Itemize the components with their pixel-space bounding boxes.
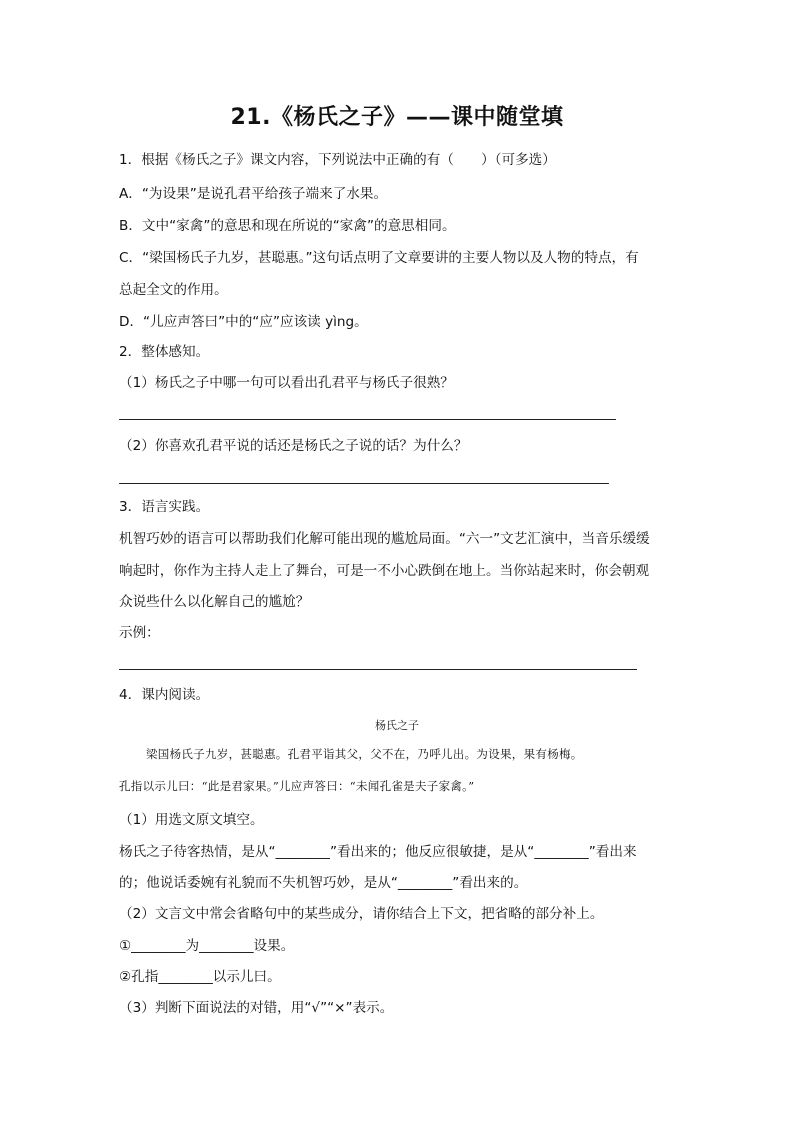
- question-2-sub-1: （1）杨氏之子中哪一句可以看出孔君平与杨氏子很熟？: [119, 375, 454, 391]
- example-label: 示例：: [119, 625, 160, 641]
- passage-line-1: 梁国杨氏子九岁，甚聪惠。孔君平诣其父，父不在，乃呼儿出。为设果，果有杨梅。: [146, 747, 583, 761]
- option-c-line-2: 总起全文的作用。: [119, 282, 228, 298]
- answer-line[interactable]: [119, 669, 637, 670]
- answer-line[interactable]: [119, 483, 609, 484]
- page-title: 21.《杨氏之子》——课中随堂填: [230, 105, 564, 130]
- question-3-stem: 3．语言实践。: [119, 499, 210, 515]
- option-a: A．“为设果”是说孔君平给孩子端来了水果。: [119, 186, 388, 202]
- passage-line-2: 孔指以示儿曰：“此是君家果。”儿应声答曰：“未闻孔雀是夫子家禽。”: [119, 779, 475, 793]
- fill-blank-line-2: 的；他说话委婉有礼貌而不失机智巧妙，是从“________”看出来的。: [119, 875, 528, 891]
- option-c-line-1: C．“梁国杨氏子九岁，甚聪惠。”这句话点明了文章要讲的主要人物以及人物的特点，有: [119, 250, 639, 266]
- omitted-part-blank-2: ②孔指________以示儿曰。: [119, 969, 281, 985]
- question-2-sub-2: （2）你喜欢孔君平说的话还是杨氏之子说的话？为什么？: [119, 438, 468, 454]
- omitted-part-blank-1: ①________为________设果。: [119, 938, 295, 954]
- question-3-prompt-line-2: 响起时，你作为主持人走上了舞台，可是一不小心跌倒在地上。当你站起来时，你会朝观: [119, 563, 650, 579]
- question-4-sub-1: （1）用选文原文填空。: [119, 812, 264, 828]
- answer-line[interactable]: [119, 419, 616, 420]
- question-4-sub-2: （2）文言文中常会省略句中的某些成分，请你结合上下文，把省略的部分补上。: [119, 906, 604, 922]
- question-3-prompt-line-3: 众说些什么以化解自己的尴尬？: [119, 594, 310, 610]
- question-3-prompt-line-1: 机智巧妙的语言可以帮助我们化解可能出现的尴尬局面。“六一”文艺汇演中，当音乐缓缓: [119, 531, 650, 547]
- fill-blank-line-1: 杨氏之子待客热情，是从“________”看出来的；他反应很敏捷，是从“________”看出来: [119, 844, 637, 860]
- question-1-stem: 1．根据《杨氏之子》课文内容，下列说法中正确的有（ ）（可多选）: [119, 152, 556, 168]
- question-2-stem: 2．整体感知。: [119, 344, 210, 360]
- question-4-sub-3: （3）判断下面说法的对错，用“√”“×”表示。: [119, 1000, 394, 1016]
- passage-title: 杨氏之子: [375, 719, 419, 732]
- question-4-stem: 4．课内阅读。: [119, 687, 210, 703]
- option-b: B．文中“家禽”的意思和现在所说的“家禽”的意思相同。: [119, 218, 456, 234]
- option-d: D．“儿应声答曰”中的“应”应该读 yìng。: [119, 314, 368, 330]
